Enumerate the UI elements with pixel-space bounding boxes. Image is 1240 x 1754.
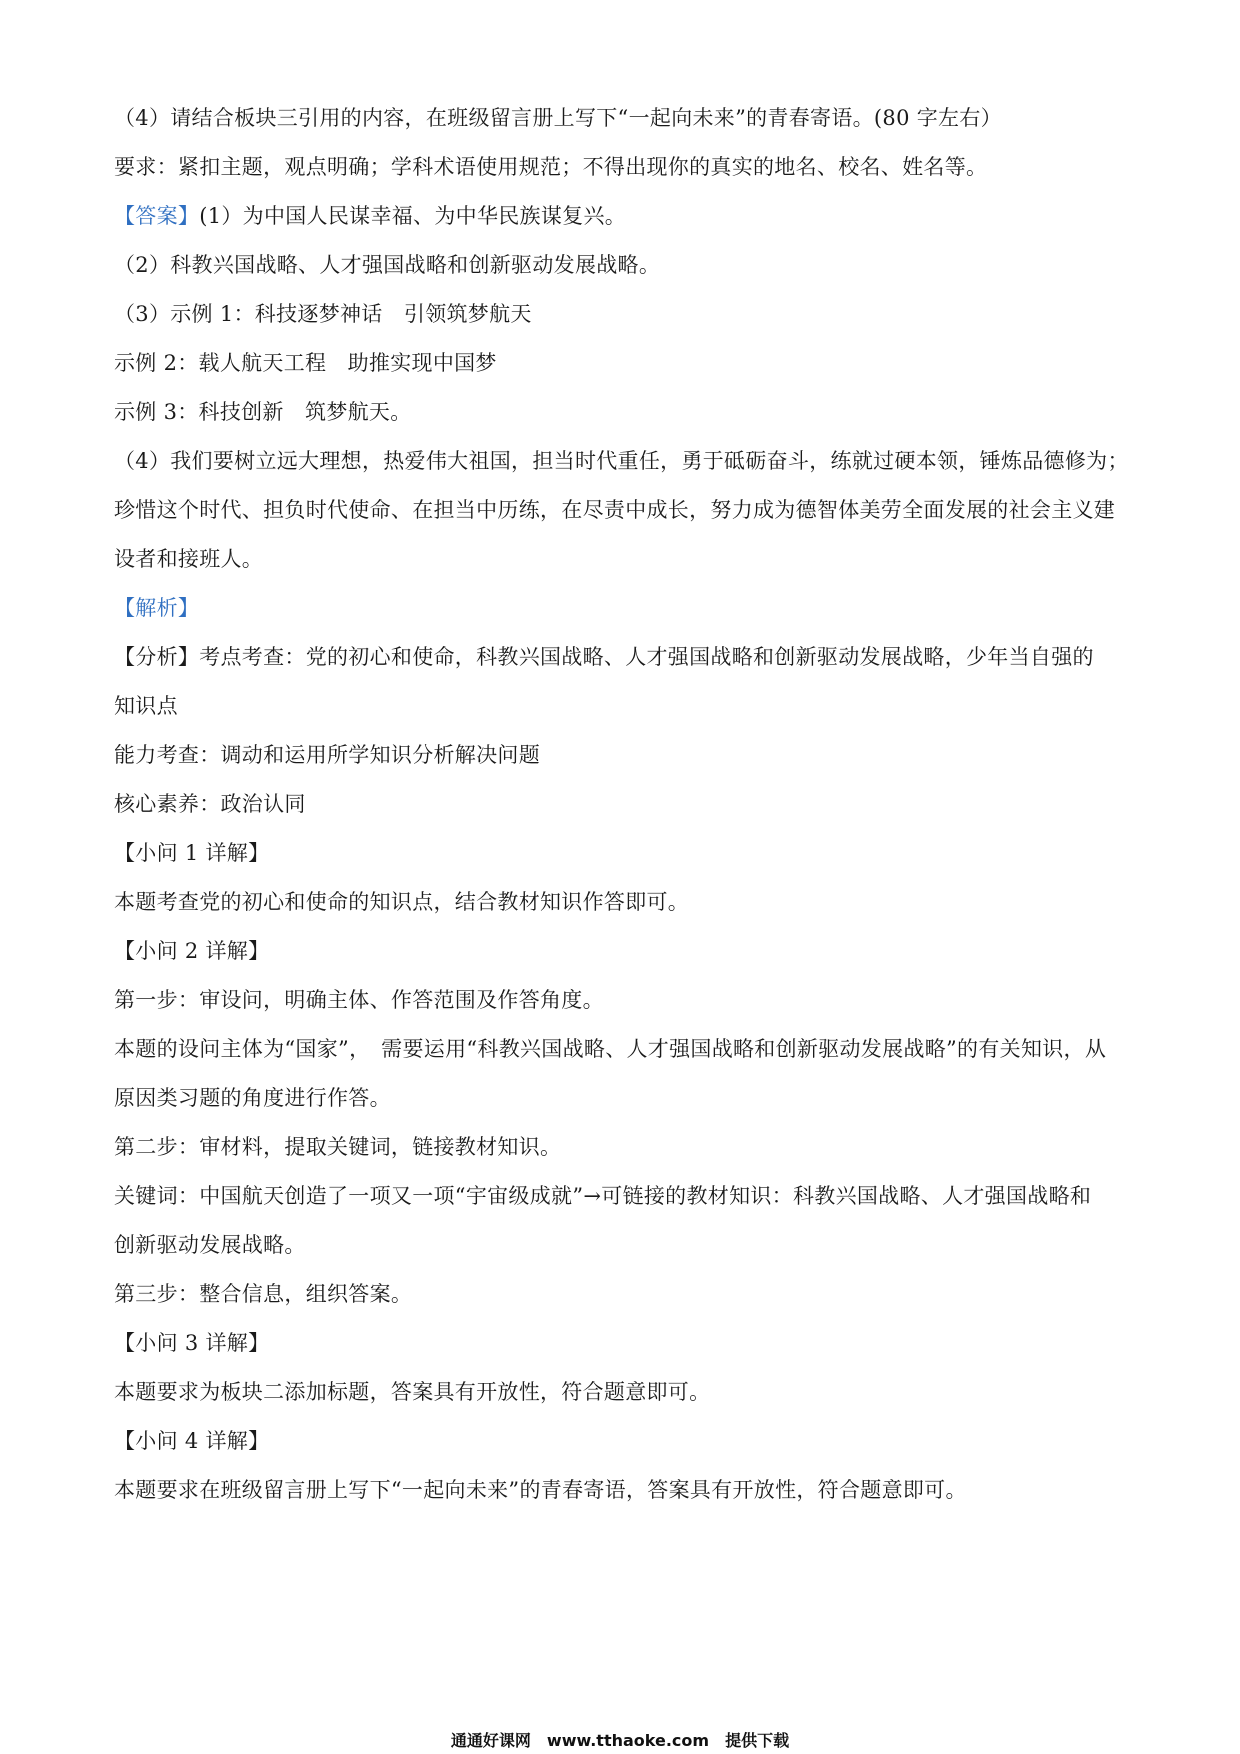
footer-source: 通通好课网 www.tthaoke.com 提供下载 [450, 1731, 790, 1750]
ability-line: 能力考查：调动和运用所学知识分析解决问题 [114, 743, 540, 767]
step-1: 第一步：审设问，明确主体、作答范围及作答角度。 [114, 988, 604, 1012]
answer-3-example-2: 示例 2：载人航天工程 助推实现中国梦 [114, 351, 497, 375]
sub-question-3-detail: 本题要求为板块二添加标题，答案具有开放性，符合题意即可。 [114, 1380, 711, 1404]
step-3: 第三步：整合信息，组织答案。 [114, 1282, 413, 1306]
analysis-points-line-2: 知识点 [114, 694, 178, 718]
sub-question-4-heading: 【小问 4 详解】 [114, 1429, 270, 1453]
step-1-detail-line-1: 本题的设问主体为“国家”， 需要运用“科教兴国战略、人才强国战略和创新驱动发展战略”的有关知识，从 [114, 1037, 1107, 1061]
analysis-label: 【解析】 [114, 596, 200, 620]
answer-4-line-3: 设者和接班人。 [114, 547, 264, 571]
answer-2: （2）科教兴国战略、人才强国战略和创新驱动发展战略。 [114, 253, 661, 277]
answer-4-line-2: 珍惜这个时代、担负时代使命、在担当中历练，在尽责中成长，努力成为德智体美劳全面发展的社会主义建 [114, 498, 1116, 522]
sub-question-1-heading: 【小问 1 详解】 [114, 841, 270, 865]
sub-question-4-detail: 本题要求在班级留言册上写下“一起向未来”的青春寄语，答案具有开放性，符合题意即可。 [114, 1478, 967, 1502]
answer-3-example-3: 示例 3：科技创新 筑梦航天。 [114, 400, 412, 424]
core-literacy-line: 核心素养：政治认同 [114, 792, 306, 816]
step-2: 第二步：审材料，提取关键词，链接教材知识。 [114, 1135, 562, 1159]
analysis-heading-line [114, 593, 199, 623]
answer-heading-line: 【答案】(1）为中国人民谋幸福、为中华民族谋复兴。 [114, 204, 627, 228]
answer-3-example-1: （3）示例 1：科技逐梦神话 引领筑梦航天 [114, 302, 532, 326]
question-4-prompt: （4）请结合板块三引用的内容，在班级留言册上写下“一起向未来”的青春寄语。(80 字左右） [114, 106, 1002, 130]
sub-question-2-heading: 【小问 2 详解】 [114, 939, 270, 963]
keywords-line-2: 创新驱动发展战略。 [114, 1233, 306, 1257]
answer-label: 【答案】 [114, 204, 200, 228]
sub-question-3-heading: 【小问 3 详解】 [114, 1331, 270, 1355]
question-requirements: 要求：紧扣主题，观点明确；学科术语使用规范；不得出现你的真实的地名、校名、姓名等。 [114, 155, 988, 179]
answer-4-line-1: （4）我们要树立远大理想，热爱伟大祖国，担当时代重任，勇于砥砺奋斗，练就过硬本领，锤炼品德修为； [114, 449, 1129, 473]
sub-question-1-detail: 本题考查党的初心和使命的知识点，结合教材知识作答即可。 [114, 890, 690, 914]
analysis-points-line-1: 【分析】考点考查：党的初心和使命，科教兴国战略、人才强国战略和创新驱动发展战略，少年当自强的 [114, 645, 1094, 669]
keywords-line-1: 关键词：中国航天创造了一项又一项“宇宙级成就”→可链接的教材知识：科教兴国战略、人才强国战略和 [114, 1184, 1092, 1208]
step-1-detail-line-2: 原因类习题的角度进行作答。 [114, 1086, 391, 1110]
